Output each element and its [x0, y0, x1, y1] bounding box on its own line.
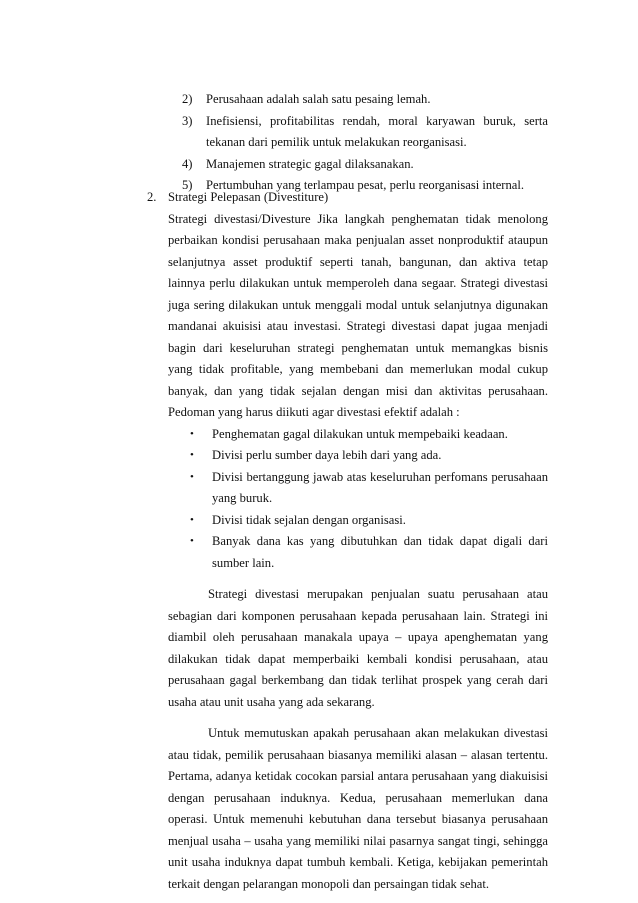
bullet-item	[190, 445, 548, 467]
section-number: 2.	[147, 190, 157, 204]
bullet-text: Banyak dana kas yang dibutuhkan dan tidak dapat digali dari sumber lain.	[212, 534, 548, 570]
intro-paragraph: Strategi divestasi/Divesture Jika langkah penghematan tidak menolong perbaikan kondisi perusahaan maka penjualan asset nonproduktif ataupun selanjutnya asset produktif seperti tanah, bangunan, dan aktiva tetap lainnya perlu dilakukan untuk memperoleh dana segaar. Strategi divestasi juga sering dilakukan untuk menggali modal untuk selanjutnya digunakan mandanai akuisisi atau investasi. Strategi divestasi dapat jugaa menjadi bagin dari keseluruhan strategi penghematan untuk memangkas bisnis yang tidak profitable, yang membebani dan memerlukan modal cukup banyak, dan yang tidak sejalan dengan misi dan aktivitas perusahaan. Pedoman yang harus diikuti agar divestasi efektif adalah :	[168, 211, 548, 419]
list-number: 2)	[182, 92, 193, 106]
list-text: Inefisiensi, profitabilitas rendah, moral karyawan buruk, serta tekanan dari pemilik untuk melakukan reorganisasi.	[206, 113, 548, 149]
bullet-text: Divisi perlu sumber daya lebih dari yang ada.	[212, 448, 442, 462]
bullet-list	[190, 424, 548, 575]
bullet-item	[190, 467, 548, 510]
section-title: Strategi Pelepasan (Divestiture)	[168, 190, 329, 204]
bullet-text: Divisi bertanggung jawab atas keseluruhan perfomans perusahaan yang buruk.	[212, 469, 548, 505]
bullet-icon: •	[190, 449, 194, 461]
list-text: Perusahaan adalah salah satu pesaing lemah.	[206, 92, 431, 106]
bullet-text: Divisi tidak sejalan dengan organisasi.	[212, 512, 406, 527]
list-number: 3)	[182, 113, 193, 128]
bullet-icon: •	[190, 427, 194, 440]
bullet-text: Penghematan gagal dilakukan untuk mempebaiki keadaan.	[212, 426, 508, 441]
list-number: 5)	[182, 178, 193, 192]
list-text: Manajemen strategic gagal dilaksanakan.	[206, 156, 414, 171]
bullet-item	[190, 424, 548, 446]
list-item	[182, 111, 548, 154]
bullet-item	[190, 510, 548, 532]
numbered-list	[182, 89, 548, 197]
bullet-icon: •	[190, 470, 194, 483]
bullet-icon: •	[190, 513, 194, 526]
body-paragraph: Strategi divestasi merupakan penjualan suatu perusahaan atau sebagian dari komponen perusahaan kepada perusahaan lain. Strategi ini diambil oleh perusahaan manakala upaya – upaya apenghematan yang dilakukan tidak dapat memperbaiki kembali kondisi perusahaan, atau perusahaan gagal berkembang dan tidak terlihat prospek yang cerah dari usaha atau unit usaha yang ada sekarang.	[168, 587, 548, 709]
list-number: 4)	[182, 156, 193, 171]
bullet-item	[190, 531, 548, 574]
list-text: Pertumbuhan yang terlampau pesat, perlu reorganisasi internal.	[206, 178, 525, 192]
divestiture-section	[147, 187, 548, 895]
bullet-icon: •	[190, 535, 194, 547]
section-heading	[147, 187, 548, 209]
body-paragraph: Untuk memutuskan apakah perusahaan akan melakukan divestasi atau tidak, pemilik perusahaan biasanya memiliki alasan – alasan tertentu. Pertama, adanya ketidak cocokan parsial antara perusahaan yang diakuisisi dengan perusahaan induknya. Kedua, perusahaan memerlukan dana operasi. Untuk memenuhi kebutuhan dana tersebut biasanya perusahaan menjual usaha – usaha yang memiliki nilai pasarnya sangat tingi, sehingga unit usaha induknya dapat tumbuh kembali. Ketiga, kebijakan pemerintah terkait dengan pelarangan monopoli dan persaingan tidak sehat.	[168, 726, 548, 891]
list-item	[182, 154, 548, 176]
list-item	[182, 89, 548, 111]
